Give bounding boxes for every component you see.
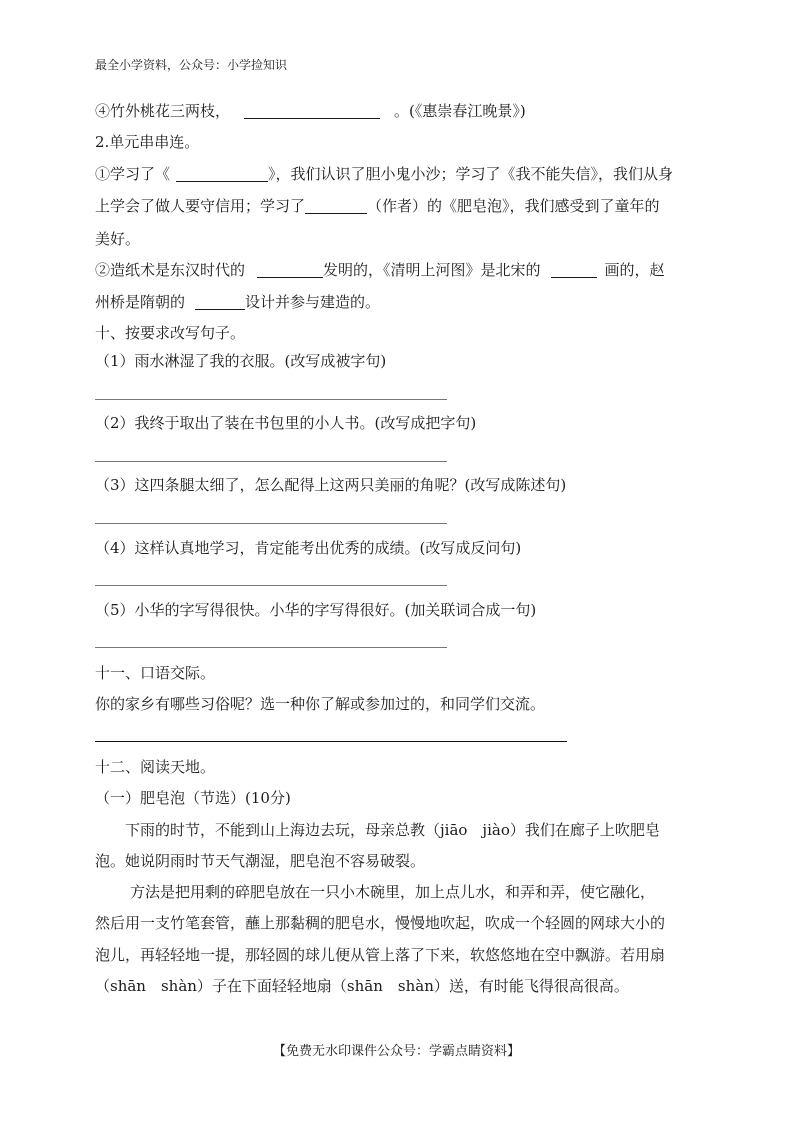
answer-line-oral[interactable] bbox=[95, 741, 567, 742]
answer-line-5[interactable] bbox=[95, 647, 447, 648]
passage-p2-line-2: 然后用一支竹笔套管，蘸上那黏稠的肥皂水，慢慢地吹起，吹成一个轻圆的网球大小的 bbox=[95, 914, 666, 932]
passage-p2-line-3: 泡儿，再轻轻地一提，那轻圆的球儿便从管上落了下来，软悠悠地在空中飘游。若用扇 bbox=[95, 946, 666, 964]
painter-blank[interactable] bbox=[551, 261, 597, 278]
author-blank[interactable] bbox=[305, 197, 367, 214]
q2-line-2a: 上学会了做人要守信用；学习了 bbox=[95, 197, 306, 215]
answer-line-4[interactable] bbox=[95, 585, 447, 586]
q2-line-1b: 》，我们认识了胆小鬼小沙；学习了《我不能失信》，我们从身 bbox=[268, 165, 674, 183]
rewrite-item-4: （4）这样认真地学习，肯定能考出优秀的成绩。(改写成反问句) bbox=[95, 539, 522, 557]
q2-line-4b: 发明的，《清明上河图》是北宋的 bbox=[323, 261, 541, 279]
answer-line-3[interactable] bbox=[95, 523, 447, 524]
section10-title: 十、按要求改写句子。 bbox=[95, 324, 246, 342]
inventor-blank[interactable] bbox=[257, 261, 323, 278]
rewrite-item-2: （2）我终于取出了装在书包里的小人书。(改写成把字句) bbox=[95, 414, 477, 432]
q2-line-4 bbox=[95, 259, 665, 281]
answer-line-2[interactable] bbox=[95, 461, 447, 462]
q2-line-1a: ①学习了《 bbox=[95, 165, 171, 183]
passage-p1-line-1: 下雨的时节，不能到山上海边去玩，母亲总教（jiāo jiào）我们在廊子上吹肥皂 bbox=[125, 821, 660, 839]
q2-line-4c: 画的，赵 bbox=[604, 261, 665, 279]
q2-line-5b: 设计并参与建造的。 bbox=[245, 293, 381, 311]
section11-title: 十一、口语交际。 bbox=[95, 664, 216, 682]
q2-line-5a: 州桥是隋朝的 bbox=[95, 293, 186, 311]
rewrite-item-5: （5）小华的字写得很快。小华的字写得很好。(加关联词合成一句) bbox=[95, 601, 537, 619]
q2-line-5 bbox=[95, 291, 380, 313]
designer-blank[interactable] bbox=[195, 293, 245, 310]
passage-p1-line-2: 泡。她说阴雨时节天气潮湿，肥皂泡不容易破裂。 bbox=[95, 852, 426, 870]
answer-line-1[interactable] bbox=[95, 399, 447, 400]
poem-item-text: ④竹外桃花三两枝， bbox=[95, 102, 231, 120]
q2-line-2 bbox=[95, 195, 660, 217]
passage-p2-line-1: 方法是把用剩的碎肥皂放在一只小木碗里，加上点儿水，和弄和弄，使它融化， bbox=[130, 883, 656, 901]
rewrite-item-3: （3）这四条腿太细了，怎么配得上这两只美丽的角呢？(改写成陈述句) bbox=[95, 476, 567, 494]
q2-line-2b: （作者）的《肥皂泡》，我们感受到了童年的 bbox=[367, 197, 660, 215]
page-footer: 【免费无水印课件公众号：学霸点睛资料】 bbox=[272, 1044, 520, 1059]
poem-item bbox=[95, 100, 526, 122]
q2-line-1 bbox=[95, 163, 673, 185]
rewrite-item-1: （1）雨水淋湿了我的衣服。(改写成被字句) bbox=[95, 352, 387, 370]
q2-title: 2.单元串串连。 bbox=[95, 133, 200, 151]
passage-p2-line-4: （shān shàn）子在下面轻轻地扇（shān shàn）送，有时能飞得很高很高。 bbox=[95, 977, 629, 995]
section11-prompt: 你的家乡有哪些习俗呢？选一种你了解或参加过的，和同学们交流。 bbox=[95, 695, 546, 713]
poem-blank[interactable] bbox=[244, 102, 380, 119]
q2-line-4a: ②造纸术是东汉时代的 bbox=[95, 261, 246, 279]
lesson-title-blank[interactable] bbox=[176, 165, 268, 182]
q2-line-3: 美好。 bbox=[95, 230, 141, 248]
page-header: 最全小学资料，公众号：小学捡知识 bbox=[95, 58, 288, 72]
reading-subtitle: （一）肥皂泡（节选）(10分) bbox=[95, 789, 291, 807]
section12-title: 十二、阅读天地。 bbox=[95, 758, 216, 776]
poem-source: 。(《惠崇春江晚景》) bbox=[394, 102, 526, 120]
